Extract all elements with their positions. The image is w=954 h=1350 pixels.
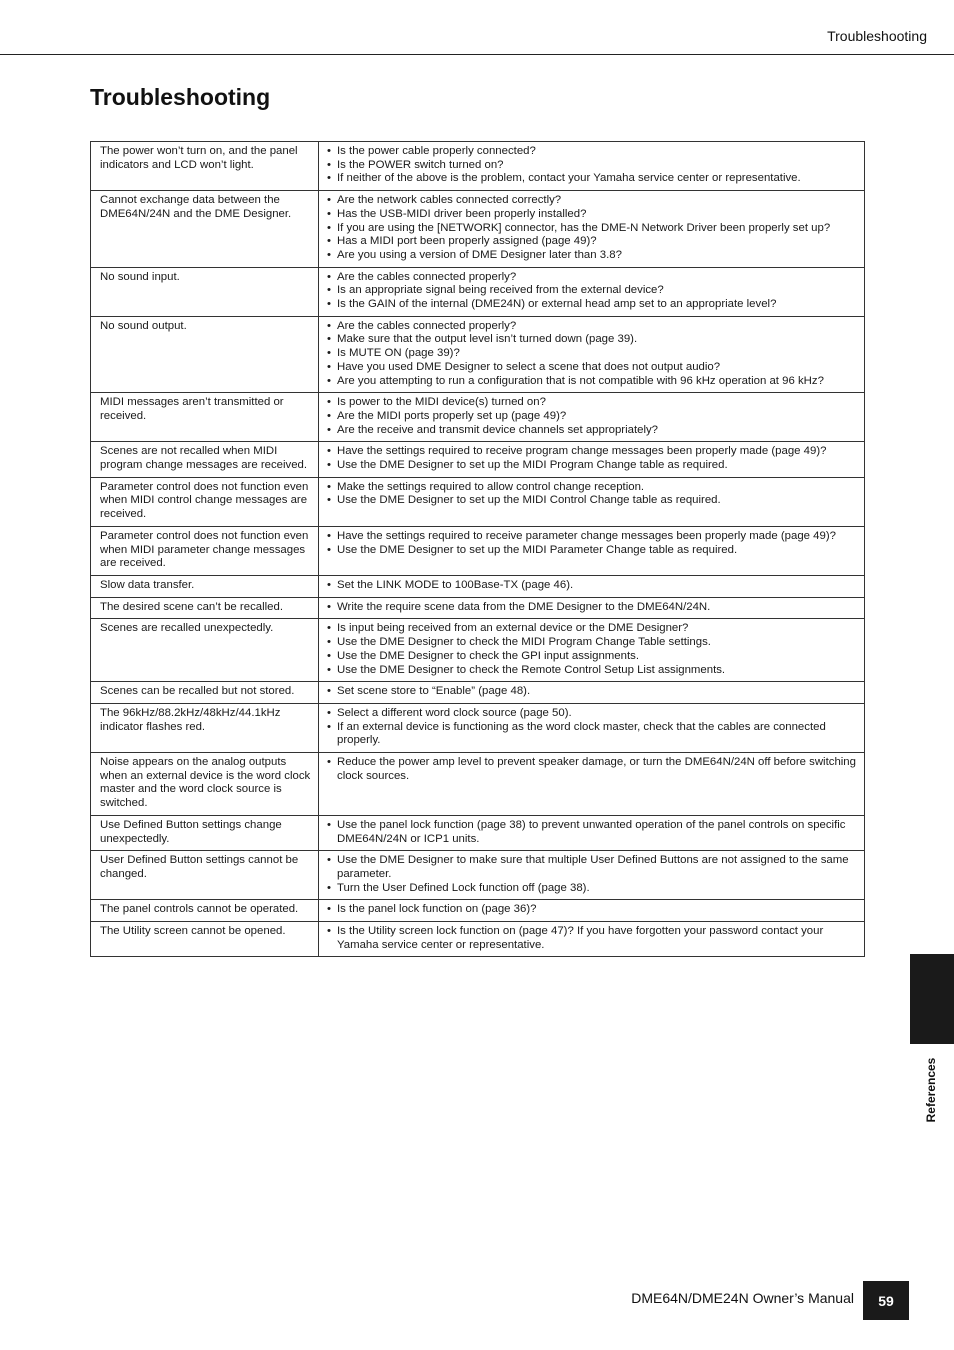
problem-cell: Use Defined Button settings change unexpectedly. bbox=[91, 815, 319, 850]
solution-list bbox=[327, 925, 861, 952]
solution-item: • Use the DME Designer to check the GPI input assignments. bbox=[327, 650, 861, 664]
solution-list bbox=[327, 622, 861, 677]
solution-item: • Use the panel lock function (page 38) to prevent unwanted operation of the panel controls on specific DME64N/24N or ICP1 units. bbox=[327, 819, 861, 846]
solution-cell bbox=[319, 815, 865, 850]
solution-list bbox=[327, 194, 861, 263]
table-row bbox=[91, 682, 865, 704]
solution-item: • Are the network cables connected correctly? bbox=[327, 194, 861, 208]
solution-item: • Are you attempting to run a configuration that is not compatible with 96 kHz operation at 96 kHz? bbox=[327, 375, 861, 389]
page-title: Troubleshooting bbox=[90, 84, 271, 110]
solution-cell bbox=[319, 477, 865, 526]
solution-item: • Are the MIDI ports properly set up (page 49)? bbox=[327, 410, 861, 424]
table-row bbox=[91, 142, 865, 191]
solution-list bbox=[327, 145, 861, 186]
problem-cell: The desired scene can’t be recalled. bbox=[91, 597, 319, 619]
solution-list bbox=[327, 601, 861, 615]
problem-cell: Parameter control does not function even when MIDI control change messages are received. bbox=[91, 477, 319, 526]
section-tab bbox=[910, 954, 954, 1044]
solution-list bbox=[327, 903, 861, 917]
table-row bbox=[91, 815, 865, 850]
solution-item: • Have the settings required to receive parameter change messages been properly made (page 49)? bbox=[327, 530, 861, 544]
table-row bbox=[91, 900, 865, 922]
solution-item: • Are the receive and transmit device channels set appropriately? bbox=[327, 424, 861, 438]
solution-item: • If an external device is functioning as the word clock master, check that the cables are connected properly. bbox=[327, 721, 861, 748]
problem-cell: The panel controls cannot be operated. bbox=[91, 900, 319, 922]
solution-item: • Is the POWER switch turned on? bbox=[327, 159, 861, 173]
solution-item: • Are you using a version of DME Designer later than 3.8? bbox=[327, 249, 861, 263]
solution-cell bbox=[319, 753, 865, 816]
troubleshooting-table bbox=[90, 141, 865, 957]
table-row bbox=[91, 753, 865, 816]
solution-item: • Use the DME Designer to check the Remote Control Setup List assignments. bbox=[327, 664, 861, 678]
solution-item: • If you are using the [NETWORK] connector, has the DME-N Network Driver been properly set up? bbox=[327, 222, 861, 236]
solution-list bbox=[327, 445, 861, 472]
solution-item: • Reduce the power amp level to prevent speaker damage, or turn the DME64N/24N off before switching clock sources. bbox=[327, 756, 861, 783]
footer-manual-title: DME64N/DME24N Owner’s Manual bbox=[631, 1290, 854, 1306]
table-row bbox=[91, 851, 865, 900]
problem-cell: Parameter control does not function even when MIDI parameter change messages are received. bbox=[91, 526, 319, 575]
solution-cell bbox=[319, 191, 865, 268]
page-number: 59 bbox=[863, 1281, 909, 1320]
header-divider bbox=[0, 54, 954, 55]
solution-list bbox=[327, 819, 861, 846]
table-row bbox=[91, 922, 865, 957]
solution-item: • Turn the User Defined Lock function off (page 38). bbox=[327, 882, 861, 896]
solution-item: • Set the LINK MODE to 100Base-TX (page 46). bbox=[327, 579, 861, 593]
solution-cell bbox=[319, 316, 865, 393]
solution-list bbox=[327, 685, 861, 699]
problem-cell: The 96kHz/88.2kHz/48kHz/44.1kHz indicator flashes red. bbox=[91, 703, 319, 752]
solution-item: • Is input being received from an external device or the DME Designer? bbox=[327, 622, 861, 636]
problem-cell: Cannot exchange data between the DME64N/24N and the DME Designer. bbox=[91, 191, 319, 268]
solution-cell bbox=[319, 900, 865, 922]
section-tab-label: References bbox=[924, 1057, 938, 1123]
problem-cell: User Defined Button settings cannot be changed. bbox=[91, 851, 319, 900]
solution-item: • Is the GAIN of the internal (DME24N) or external head amp set to an appropriate level? bbox=[327, 298, 861, 312]
solution-item: • Use the DME Designer to set up the MIDI Control Change table as required. bbox=[327, 494, 861, 508]
solution-list bbox=[327, 707, 861, 748]
problem-cell: MIDI messages aren’t transmitted or received. bbox=[91, 393, 319, 442]
table-row bbox=[91, 526, 865, 575]
problem-cell: No sound input. bbox=[91, 267, 319, 316]
problem-cell: Scenes can be recalled but not stored. bbox=[91, 682, 319, 704]
table-row bbox=[91, 316, 865, 393]
solution-item: • Use the DME Designer to make sure that multiple User Defined Buttons are not assigned to the same parameter. bbox=[327, 854, 861, 881]
problem-cell: Noise appears on the analog outputs when an external device is the word clock master and the word clock source is switched. bbox=[91, 753, 319, 816]
solution-item: • Use the DME Designer to set up the MIDI Program Change table as required. bbox=[327, 459, 861, 473]
problem-cell: No sound output. bbox=[91, 316, 319, 393]
table-row bbox=[91, 191, 865, 268]
solution-item: • If neither of the above is the problem, contact your Yamaha service center or representative. bbox=[327, 172, 861, 186]
solution-list bbox=[327, 756, 861, 783]
solution-item: • Is the power cable properly connected? bbox=[327, 145, 861, 159]
solution-list bbox=[327, 579, 861, 593]
table-row bbox=[91, 393, 865, 442]
solution-item: • Make the settings required to allow control change reception. bbox=[327, 481, 861, 495]
solution-list bbox=[327, 271, 861, 312]
solution-cell bbox=[319, 267, 865, 316]
solution-item: • Are the cables connected properly? bbox=[327, 320, 861, 334]
solution-item: • Have the settings required to receive program change messages been properly made (page 49)? bbox=[327, 445, 861, 459]
solution-item: • Is MUTE ON (page 39)? bbox=[327, 347, 861, 361]
solution-cell bbox=[319, 526, 865, 575]
table-row bbox=[91, 703, 865, 752]
solution-cell bbox=[319, 575, 865, 597]
table-body bbox=[91, 142, 865, 957]
solution-item: • Have you used DME Designer to select a scene that does not output audio? bbox=[327, 361, 861, 375]
table-row bbox=[91, 477, 865, 526]
problem-cell: The Utility screen cannot be opened. bbox=[91, 922, 319, 957]
table-row bbox=[91, 442, 865, 477]
solution-item: • Is the panel lock function on (page 36)? bbox=[327, 903, 861, 917]
solution-cell bbox=[319, 619, 865, 682]
solution-list bbox=[327, 854, 861, 895]
solution-list bbox=[327, 530, 861, 557]
solution-cell bbox=[319, 142, 865, 191]
solution-item: • Use the DME Designer to set up the MIDI Parameter Change table as required. bbox=[327, 544, 861, 558]
solution-list bbox=[327, 481, 861, 508]
solution-list bbox=[327, 396, 861, 437]
solution-cell bbox=[319, 442, 865, 477]
solution-item: • Set scene store to “Enable” (page 48). bbox=[327, 685, 861, 699]
problem-cell: Scenes are not recalled when MIDI program change messages are received. bbox=[91, 442, 319, 477]
problem-cell: The power won’t turn on, and the panel indicators and LCD won’t light. bbox=[91, 142, 319, 191]
solution-item: • Has a MIDI port been properly assigned (page 49)? bbox=[327, 235, 861, 249]
solution-cell bbox=[319, 922, 865, 957]
solution-item: • Are the cables connected properly? bbox=[327, 271, 861, 285]
table-row bbox=[91, 575, 865, 597]
solution-item: • Make sure that the output level isn’t turned down (page 39). bbox=[327, 333, 861, 347]
running-header: Troubleshooting bbox=[827, 28, 927, 44]
solution-item: • Is power to the MIDI device(s) turned on? bbox=[327, 396, 861, 410]
problem-cell: Scenes are recalled unexpectedly. bbox=[91, 619, 319, 682]
solution-item: • Is an appropriate signal being received from the external device? bbox=[327, 284, 861, 298]
solution-cell bbox=[319, 393, 865, 442]
solution-item: • Is the Utility screen lock function on (page 47)? If you have forgotten your password contact your Yamaha service center or representative. bbox=[327, 925, 861, 952]
table-row bbox=[91, 619, 865, 682]
solution-item: • Has the USB-MIDI driver been properly installed? bbox=[327, 208, 861, 222]
solution-cell bbox=[319, 597, 865, 619]
problem-cell: Slow data transfer. bbox=[91, 575, 319, 597]
solution-list bbox=[327, 320, 861, 389]
solution-item: • Write the require scene data from the DME Designer to the DME64N/24N. bbox=[327, 601, 861, 615]
table-row bbox=[91, 597, 865, 619]
solution-cell bbox=[319, 703, 865, 752]
table-row bbox=[91, 267, 865, 316]
solution-cell bbox=[319, 851, 865, 900]
solution-item: • Select a different word clock source (page 50). bbox=[327, 707, 861, 721]
solution-cell bbox=[319, 682, 865, 704]
solution-item: • Use the DME Designer to check the MIDI Program Change Table settings. bbox=[327, 636, 861, 650]
